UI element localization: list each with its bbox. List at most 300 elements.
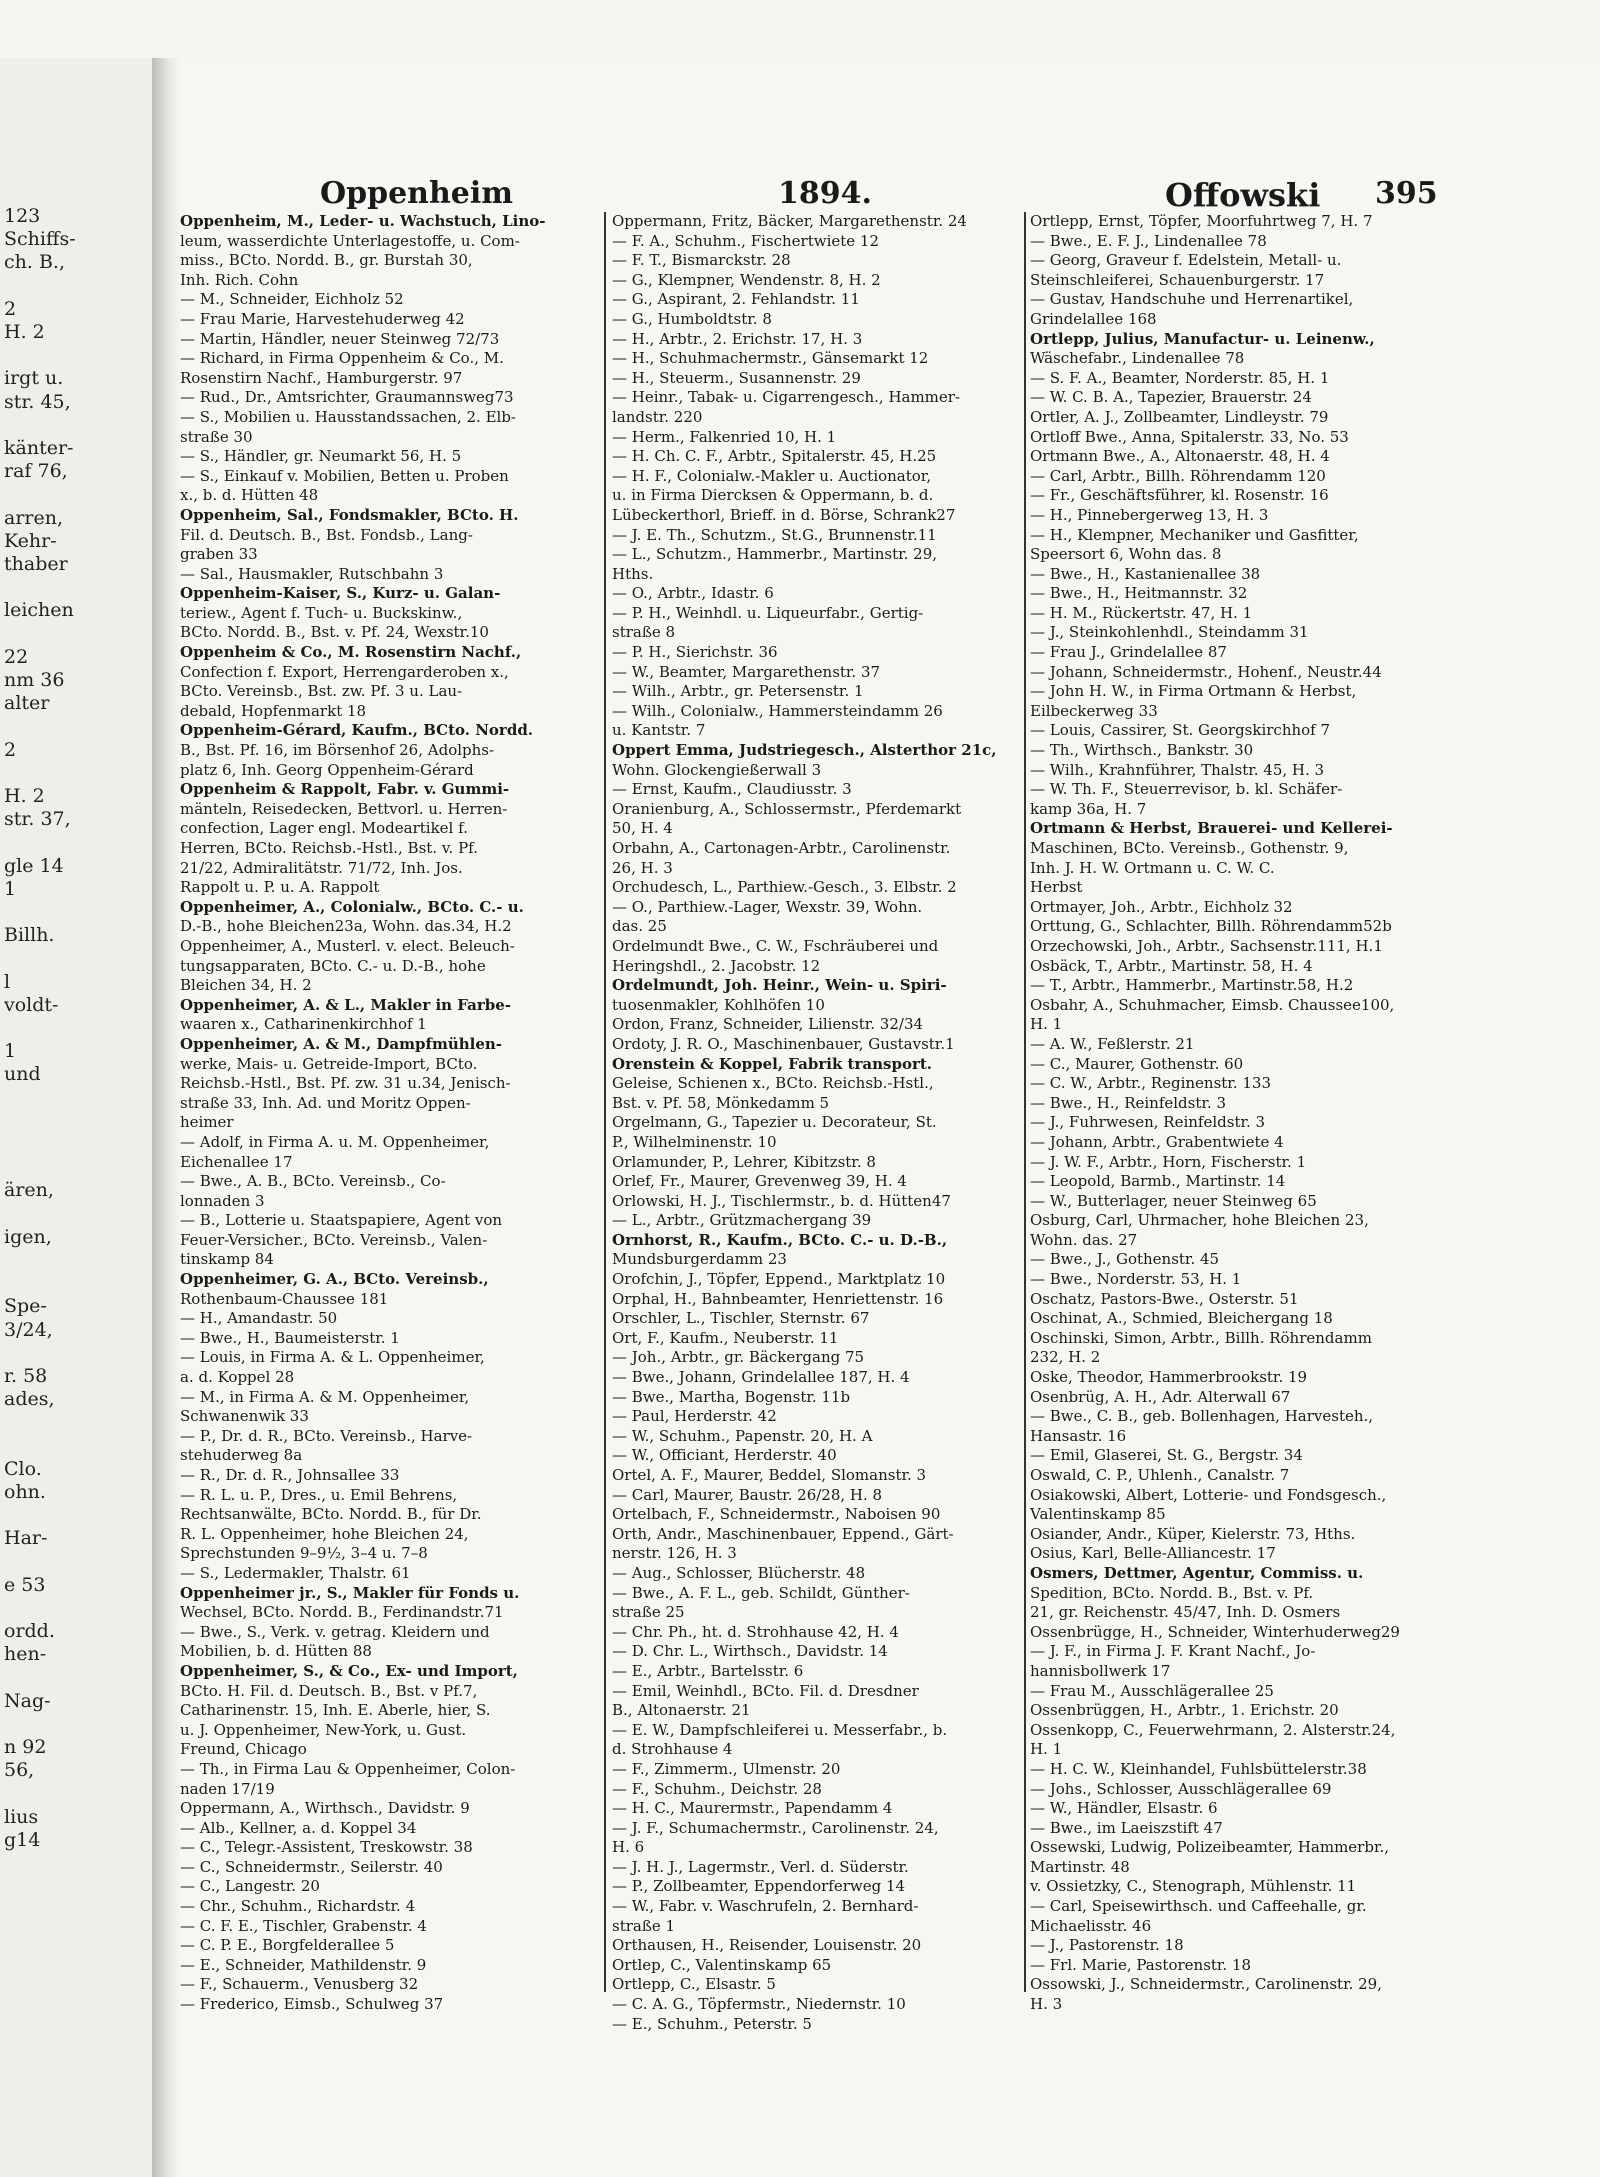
directory-entry-line: Orthausen, H., Reisender, Louisenstr. 20 [612, 1936, 922, 1955]
directory-entry-line: Ossowski, J., Schneidermstr., Carolinenstr. 29, [1030, 1975, 1382, 1994]
edge-fragment: str. 37, [4, 808, 71, 831]
directory-entry-line: Sprechstunden 9–9½, 3–4 u. 7–8 [180, 1544, 428, 1563]
directory-entry-line: Oppermann, Fritz, Bäcker, Margarethenstr. 24 [612, 212, 967, 230]
directory-entry-line: — W., Beamter, Margarethenstr. 37 [612, 662, 881, 681]
directory-entry-line: Osiander, Andr., Küper, Kielerstr. 73, Hths. [1030, 1524, 1356, 1543]
edge-fragment: Clo. [4, 1457, 42, 1480]
directory-entry-line: — W., Butterlager, neuer Steinweg 65 [1030, 1191, 1317, 1210]
directory-entry-line: — Bwe., E. F. J., Lindenallee 78 [1030, 231, 1267, 250]
directory-entry-line: Maschinen, BCto. Vereinsb., Gothenstr. 9, [1030, 839, 1349, 857]
directory-entry-line: u. in Firma Diercksen & Oppermann, b. d. [612, 486, 934, 505]
directory-entry-line: Orttung, G., Schlachter, Billh. Röhrendamm52b [1030, 917, 1392, 936]
book-spine-gutter [152, 58, 180, 2177]
directory-entry-line: — J., Fuhrwesen, Reinfeldstr. 3 [1030, 1113, 1266, 1132]
directory-entry-line: Oppenheimer, A., Musterl. v. elect. Beleuch- [180, 936, 515, 955]
directory-entry-line: — Wilh., Krahnführer, Thalstr. 45, H. 3 [1030, 760, 1325, 779]
directory-entry-line: Schwanenwik 33 [180, 1407, 309, 1426]
directory-entry-line: Oppenheim-Gérard, Kaufm., BCto. Nordd. [180, 721, 534, 740]
directory-entry-line: — C. W., Arbtr., Reginenstr. 133 [1030, 1074, 1271, 1093]
directory-entry-line: — Carl, Maurer, Baustr. 26/28, H. 8 [612, 1485, 883, 1504]
directory-entry-line: Oppenheim & Co., M. Rosenstirn Nachf., [180, 643, 522, 662]
directory-entry-line: — Richard, in Firma Oppenheim & Co., M. [180, 349, 504, 368]
directory-entry-line: — Johs., Schlosser, Ausschlägerallee 69 [1030, 1779, 1332, 1798]
directory-entry-line: lonnaden 3 [180, 1191, 265, 1210]
directory-entry-line: — Paul, Herderstr. 42 [612, 1407, 777, 1426]
directory-entry-line: B., Bst. Pf. 16, im Börsenhof 26, Adolphs- [180, 741, 495, 760]
directory-entry-line: Orzechowski, Joh., Arbtr., Sachsenstr.111, H.1 [1030, 936, 1383, 955]
directory-entry-line: Oschinski, Simon, Arbtr., Billh. Röhrendamm [1030, 1328, 1372, 1347]
directory-entry-line: — Bwe., im Laeiszstift 47 [1030, 1818, 1223, 1837]
edge-fragment: 1 [4, 1040, 17, 1063]
directory-entry-line: kamp 36a, H. 7 [1030, 799, 1147, 818]
directory-entry-line: — Frau Marie, Harvestehuderweg 42 [180, 309, 465, 328]
edge-fragment: H. 2 [4, 321, 45, 343]
directory-entry-line: — C., Maurer, Gothenstr. 60 [1030, 1054, 1244, 1073]
edge-fragment: g14 [4, 1829, 41, 1851]
directory-entry-line: Bleichen 34, H. 2 [180, 976, 312, 995]
directory-entry-line: Rechtsanwälte, BCto. Nordd. B., für Dr. [180, 1505, 482, 1524]
directory-entry-line: Inh. J. H. W. Ortmann u. C. W. C. [1030, 858, 1275, 877]
directory-entry-line: — Frau M., Ausschlägerallee 25 [1030, 1681, 1274, 1700]
edge-fragment: str. 45, [4, 390, 71, 413]
edge-fragment: hen- [4, 1643, 47, 1666]
directory-entry-line: Michaelisstr. 46 [1030, 1916, 1152, 1935]
directory-entry-line: Ortmann & Herbst, Brauerei- und Kellerei- [1030, 819, 1393, 838]
edge-fragment: raf 76, [4, 460, 68, 483]
edge-fragment: Har- [4, 1527, 48, 1550]
directory-entry-line: — J., Pastorenstr. 18 [1030, 1936, 1184, 1955]
directory-entry-line: — Emil, Weinhdl., BCto. Fil. d. Dresdner [612, 1681, 919, 1700]
directory-entry-line: Oppert Emma, Judstriegesch., Alsterthor 21c, [612, 741, 997, 760]
directory-entry-line: — Heinr., Tabak- u. Cigarrengesch., Hammer- [612, 388, 961, 407]
directory-entry-line: — Carl, Speisewirthsch. und Caffeehalle, gr. [1030, 1897, 1367, 1916]
edge-fragment: igen, [4, 1225, 52, 1248]
directory-entry-line: heimer [180, 1113, 234, 1132]
directory-entry-line: — Alb., Kellner, a. d. Koppel 34 [180, 1818, 417, 1837]
directory-entry-line: — H., Steuerm., Susannenstr. 29 [612, 368, 861, 387]
directory-entry-line: — Bwe., Martha, Bogenstr. 11b [612, 1387, 851, 1406]
directory-entry-line: Wohn. Glockengießerwall 3 [612, 760, 822, 779]
directory-entry-line: werke, Mais- u. Getreide-Import, BCto. [180, 1054, 478, 1073]
directory-entry-line: — W. C. B. A., Tapezier, Brauerstr. 24 [1030, 388, 1312, 407]
directory-entry-line: leum, wasserdichte Unterlagestoffe, u. Com- [180, 231, 520, 250]
directory-entry-line: — Georg, Graveur f. Edelstein, Metall- u. [1030, 251, 1342, 270]
directory-entry-line: Rosenstirn Nachf., Hamburgerstr. 97 [180, 368, 463, 387]
directory-entry-line: — Johann, Schneidermstr., Hohenf., Neustr.44 [1030, 662, 1382, 681]
edge-fragment: Billh. [4, 924, 55, 947]
edge-fragment: ades, [4, 1388, 55, 1411]
directory-entry-line: — Bwe., H., Reinfeldstr. 3 [1030, 1093, 1226, 1112]
edge-fragment: 1 [4, 877, 17, 900]
directory-entry-line: teriew., Agent f. Tuch- u. Buckskinw., [180, 603, 463, 622]
directory-entry-line: — C., Langestr. 20 [180, 1877, 320, 1896]
directory-entry-line: — H., Klempner, Mechaniker und Gasfitter, [1030, 525, 1359, 544]
directory-entry-line: Oske, Theodor, Hammerbrookstr. 19 [1030, 1368, 1308, 1387]
directory-entry-line: 232, H. 2 [1030, 1348, 1101, 1367]
directory-entry-line: — Th., Wirthsch., Bankstr. 30 [1030, 741, 1254, 760]
edge-fragment: 3/24, [4, 1318, 53, 1341]
directory-entry-line: Orlamunder, P., Lehrer, Kibitzstr. 8 [612, 1152, 876, 1171]
directory-entry-line: Orphal, H., Bahnbeamter, Henriettenstr. 16 [612, 1289, 944, 1308]
directory-entry-line: straße 8 [612, 623, 676, 642]
directory-entry-line: naden 17/19 [180, 1779, 275, 1798]
column-divider [1024, 212, 1026, 1992]
edge-fragment: 22 [4, 645, 29, 668]
directory-entry-line: — Bwe., A. F. L., geb. Schildt, Günther- [612, 1583, 910, 1602]
directory-entry-line: nerstr. 126, H. 3 [612, 1544, 737, 1563]
directory-entry-line: — W., Schuhm., Papenstr. 20, H. A [612, 1426, 873, 1445]
directory-entry-line: Lübeckerthorl, Brieff. in d. Börse, Schrank27 [612, 505, 956, 524]
edge-fragment: ordd. [4, 1620, 55, 1643]
directory-entry-line: Ortmayer, Joh., Arbtr., Eichholz 32 [1030, 897, 1293, 916]
directory-entry-line: — Bwe., Johann, Grindelallee 187, H. 4 [612, 1368, 910, 1387]
directory-entry-line: — S., Händler, gr. Neumarkt 56, H. 5 [180, 447, 462, 466]
edge-fragment: nm 36 [4, 669, 65, 691]
directory-entry-line: 21, gr. Reichenstr. 45/47, Inh. D. Osmers [1030, 1603, 1341, 1622]
directory-entry-line: — O., Parthiew.-Lager, Wexstr. 39, Wohn. [612, 897, 923, 916]
directory-entry-line: a. d. Koppel 28 [180, 1368, 295, 1387]
edge-fragment: känter- [4, 437, 74, 459]
directory-entry-line: Mobilien, b. d. Hütten 88 [180, 1642, 372, 1661]
directory-entry-line: H. 6 [612, 1838, 645, 1857]
directory-entry-line: Eilbeckerweg 33 [1030, 701, 1158, 720]
directory-entry-line: — L., Schutzm., Hammerbr., Martinstr. 29, [612, 545, 938, 564]
edge-fragment: r. 58 [4, 1365, 48, 1387]
column-divider [604, 212, 606, 1992]
directory-entry-line: Osbahr, A., Schuhmacher, Eimsb. Chaussee100, [1030, 995, 1395, 1014]
directory-entry-line: Fil. d. Deutsch. B., Bst. Fondsb., Lang- [180, 525, 473, 544]
edge-fragment: l [4, 970, 11, 993]
directory-entry-line: d. Strohhause 4 [612, 1740, 733, 1759]
directory-entry-line: BCto. Vereinsb., Bst. zw. Pf. 3 u. Lau- [180, 682, 463, 701]
directory-entry-line: Wohn. das. 27 [1030, 1230, 1138, 1249]
directory-entry-line: Mundsburgerdamm 23 [612, 1250, 787, 1269]
directory-entry-line: — Rud., Dr., Amtsrichter, Graumannsweg73 [180, 388, 514, 407]
directory-entry-line: — Th., in Firma Lau & Oppenheimer, Colon- [180, 1759, 516, 1778]
directory-entry-line: Rappolt u. P. u. A. Rappolt [180, 878, 380, 897]
directory-entry-line: graben 33 [180, 545, 258, 564]
directory-entry-line: — Louis, in Firma A. & L. Oppenheimer, [180, 1348, 485, 1367]
directory-entry-line: Osiakowski, Albert, Lotterie- und Fondsgesch., [1030, 1485, 1387, 1504]
directory-entry-line: Osburg, Carl, Uhrmacher, hohe Bleichen 23, [1030, 1211, 1369, 1230]
directory-entry-line: — J. H. J., Lagermstr., Verl. d. Süderstr. [612, 1857, 909, 1876]
directory-entry-line: — P. H., Sierichstr. 36 [612, 643, 778, 662]
directory-entry-line: Rothenbaum-Chaussee 181 [180, 1289, 389, 1308]
directory-entry-line: Oppenheim, Sal., Fondsmakler, BCto. H. [180, 505, 519, 524]
directory-entry-line: — E., Schuhm., Peterstr. 5 [612, 2014, 812, 2033]
directory-entry-line: — Bwe., H., Heitmannstr. 32 [1030, 584, 1248, 603]
directory-entry-line: Wechsel, BCto. Nordd. B., Ferdinandstr.71 [180, 1603, 504, 1622]
directory-entry-line: H. 1 [1030, 1015, 1063, 1034]
running-head-right: Offowski [1165, 176, 1321, 214]
directory-entry-line: — S., Einkauf v. Mobilien, Betten u. Proben [180, 466, 509, 485]
directory-entry-line: — H. Ch. C. F., Arbtr., Spitalerstr. 45, H.25 [612, 447, 937, 466]
directory-entry-line: — C. A. G., Töpfermstr., Niedernstr. 10 [612, 1995, 906, 2014]
directory-entry-line: — Frl. Marie, Pastorenstr. 18 [1030, 1955, 1252, 1974]
directory-entry-line: BCto. H. Fil. d. Deutsch. B., Bst. v Pf.7, [180, 1681, 478, 1700]
directory-entry-line: Bst. v. Pf. 58, Mönkedamm 5 [612, 1093, 830, 1112]
directory-entry-line: — H., Pinnebergerweg 13, H. 3 [1030, 505, 1269, 524]
directory-entry-line: hannisbollwerk 17 [1030, 1661, 1171, 1680]
directory-entry-line: Ortloff Bwe., Anna, Spitalerstr. 33, No. 53 [1030, 427, 1349, 446]
edge-fragment: lius [4, 1805, 39, 1828]
directory-entry-line: Inh. Rich. Cohn [180, 270, 299, 289]
directory-entry-line: Ort, F., Kaufm., Neuberstr. 11 [612, 1328, 839, 1347]
directory-entry-line: Orth, Andr., Maschinenbauer, Eppend., Gärt- [612, 1524, 954, 1543]
directory-entry-line: — Emil, Glaserei, St. G., Bergstr. 34 [1030, 1446, 1303, 1465]
directory-entry-line: landstr. 220 [612, 407, 703, 426]
directory-entry-line: — Louis, Cassirer, St. Georgskirchhof 7 [1030, 721, 1331, 740]
directory-entry-line: Freund, Chicago [180, 1740, 307, 1759]
directory-entry-line: — P., Dr. d. R., BCto. Vereinsb., Harve- [180, 1426, 473, 1445]
directory-entry-line: — T., Arbtr., Hammerbr., Martinstr.58, H.2 [1030, 976, 1354, 995]
directory-entry-line: — G., Humboldtstr. 8 [612, 309, 772, 328]
directory-entry-line: — Carl, Arbtr., Billh. Röhrendamm 120 [1030, 466, 1326, 485]
directory-entry-line: tuosenmakler, Kohlhöfen 10 [612, 995, 825, 1014]
edge-fragment: thaber [4, 553, 68, 575]
directory-entry-line: Ordon, Franz, Schneider, Lilienstr. 32/34 [612, 1015, 924, 1034]
directory-entry-line: — R. L. u. P., Dres., u. Emil Behrens, [180, 1485, 458, 1504]
directory-entry-line: miss., BCto. Nordd. B., gr. Burstah 30, [180, 251, 473, 270]
directory-entry-line: — H. C. W., Kleinhandel, Fuhlsbüttelerstr.38 [1030, 1759, 1367, 1778]
directory-entry-line: — Aug., Schlosser, Blücherstr. 48 [612, 1563, 866, 1582]
directory-entry-line: — S. F. A., Beamter, Norderstr. 85, H. 1 [1030, 368, 1330, 387]
directory-entry-line: — Bwe., C. B., geb. Bollenhagen, Harvesteh., [1030, 1407, 1374, 1426]
directory-entry-line: Ossewski, Ludwig, Polizeibeamter, Hammerbr., [1030, 1838, 1390, 1857]
directory-entry-line: — H. M., Rückertstr. 47, H. 1 [1030, 603, 1253, 622]
edge-fragment: leichen [4, 599, 74, 622]
directory-entry-line: Orlowski, H. J., Tischlermstr., b. d. Hütten47 [612, 1191, 951, 1210]
directory-entry-line: Osmers, Dettmer, Agentur, Commiss. u. [1030, 1563, 1364, 1582]
directory-entry-line: Orlef, Fr., Maurer, Grevenweg 39, H. 4 [612, 1172, 907, 1191]
directory-entry-line: — F., Schauerm., Venusberg 32 [180, 1975, 419, 1994]
directory-entry-line: — Wilh., Colonialw., Hammersteindamm 26 [612, 701, 943, 720]
directory-entry-line: — Johann, Arbtr., Grabentwiete 4 [1030, 1132, 1284, 1151]
directory-entry-line: Oppenheimer, G. A., BCto. Vereinsb., [180, 1270, 489, 1289]
directory-entry-line: — Bwe., H., Baumeisterstr. 1 [180, 1328, 400, 1347]
edge-fragment: arren, [4, 506, 64, 529]
directory-entry-line: — John H. W., in Firma Ortmann & Herbst, [1030, 682, 1357, 701]
directory-entry-line: Ordoty, J. R. O., Maschinenbauer, Gustavstr.1 [612, 1034, 955, 1053]
directory-entry-line: — J., Steinkohlenhdl., Steindamm 31 [1030, 623, 1309, 642]
directory-entry-line: — Chr., Schuhm., Richardstr. 4 [180, 1897, 416, 1916]
column-middle [612, 212, 1024, 2034]
scan-top-margin [0, 0, 1600, 58]
directory-entry-line: Ortlep, C., Valentinskamp 65 [612, 1955, 832, 1974]
directory-entry-line: 21/22, Admiralitätstr. 71/72, Inh. Jos. [180, 858, 463, 877]
column-left [180, 212, 600, 2015]
directory-entry-line: P., Wilhelminenstr. 10 [612, 1132, 777, 1151]
directory-entry-line: — D. Chr. L., Wirthsch., Davidstr. 14 [612, 1642, 888, 1661]
directory-entry-line: — Bwe., H., Kastanienallee 38 [1030, 564, 1261, 583]
directory-entry-line: straße 33, Inh. Ad. und Moritz Oppen- [180, 1093, 471, 1112]
directory-entry-line: Eichenallee 17 [180, 1152, 293, 1171]
directory-entry-line: — H., Arbtr., 2. Erichstr. 17, H. 3 [612, 329, 863, 348]
directory-entry-line: Orbahn, A., Cartonagen-Arbtr., Carolinenstr. [612, 839, 951, 857]
directory-entry-line: — G., Aspirant, 2. Fehlandstr. 11 [612, 290, 860, 309]
directory-entry-line: Oppenheim & Rappolt, Fabr. v. Gummi- [180, 780, 510, 799]
directory-entry-line: — A. W., Feßlerstr. 21 [1030, 1034, 1195, 1053]
directory-entry-line: — E. W., Dampfschleiferei u. Messerfabr., b. [612, 1720, 948, 1739]
directory-entry-line: — C. P. E., Borgfelderallee 5 [180, 1936, 395, 1955]
directory-entry-line: — O., Arbtr., Idastr. 6 [612, 584, 774, 603]
edge-fragment: ären, [4, 1179, 54, 1202]
directory-entry-line: — F. T., Bismarckstr. 28 [612, 251, 791, 270]
directory-entry-line: — Bwe., Norderstr. 53, H. 1 [1030, 1270, 1242, 1289]
edge-fragment: und [4, 1063, 41, 1086]
directory-entry-line: — Joh., Arbtr., gr. Bäckergang 75 [612, 1348, 865, 1367]
directory-entry-line: — P., Zollbeamter, Eppendorferweg 14 [612, 1877, 906, 1896]
directory-entry-line: Ortelbach, F., Schneidermstr., Naboisen 90 [612, 1505, 941, 1524]
directory-entry-line: Orchudesch, L., Parthiew.-Gesch., 3. Elbstr. 2 [612, 878, 957, 897]
directory-entry-line: das. 25 [612, 917, 667, 936]
directory-entry-line: Orgelmann, G., Tapezier u. Decorateur, St. [612, 1113, 937, 1132]
directory-entry-line: v. Ossietzky, C., Stenograph, Mühlenstr. 11 [1030, 1877, 1357, 1896]
edge-fragment: Nag- [4, 1689, 51, 1712]
edge-fragment: irgt u. [4, 367, 64, 390]
directory-entry-line: — S., Mobilien u. Hausstandssachen, 2. Elb- [180, 407, 516, 426]
directory-entry-line: — H. C., Maurermstr., Papendamm 4 [612, 1799, 893, 1818]
directory-entry-line: Geleise, Schienen x., BCto. Reichsb.-Hstl., [612, 1074, 934, 1093]
directory-entry-line: Oppenheimer jr., S., Makler für Fonds u. [180, 1583, 520, 1602]
directory-entry-line: R. L. Oppenheimer, hohe Bleichen 24, [180, 1524, 469, 1543]
directory-entry-line: — C., Schneidermstr., Seilerstr. 40 [180, 1857, 443, 1876]
directory-entry-line: Osenbrüg, A. H., Adr. Alterwall 67 [1030, 1387, 1291, 1406]
directory-entry-line: stehuderweg 8a [180, 1446, 303, 1465]
directory-entry-line: Oppenheimer, S., & Co., Ex- und Import, [180, 1661, 518, 1680]
directory-entry-line: — Leopold, Barmb., Martinstr. 14 [1030, 1172, 1286, 1191]
edge-fragment: Spe- [4, 1295, 47, 1318]
directory-entry-line: — M., Schneider, Eichholz 52 [180, 290, 404, 309]
edge-fragment: ohn. [4, 1481, 46, 1503]
directory-entry-line: Osius, Karl, Belle-Alliancestr. 17 [1030, 1544, 1276, 1563]
directory-entry-line: — W., Händler, Elsastr. 6 [1030, 1799, 1218, 1818]
directory-entry-line: Steinschleiferei, Schauenburgerstr. 17 [1030, 270, 1325, 289]
directory-entry-line: — Gustav, Handschuhe und Herrenartikel, [1030, 290, 1354, 309]
edge-fragment: e 53 [4, 1573, 46, 1596]
directory-entry-line: — H. F., Colonialw.-Makler u. Auctionator, [612, 466, 932, 485]
directory-entry-line: — J. E. Th., Schutzm., St.G., Brunnenstr.11 [612, 525, 937, 544]
directory-entry-line: — H., Schuhmachermstr., Gänsemarkt 12 [612, 349, 929, 368]
directory-entry-line: — G., Klempner, Wendenstr. 8, H. 2 [612, 270, 881, 289]
directory-entry-line: Oswald, C. P., Uhlenh., Canalstr. 7 [1030, 1466, 1290, 1484]
directory-entry-line: Oranienburg, A., Schlossermstr., Pferdemarkt [612, 799, 962, 818]
directory-entry-line: — R., Dr. d. R., Johnsallee 33 [180, 1466, 400, 1484]
directory-entry-line: straße 1 [612, 1916, 676, 1935]
directory-entry-line: — Herm., Falkenried 10, H. 1 [612, 427, 837, 446]
directory-entry-line: Herbst [1030, 878, 1083, 897]
edge-fragment: ch. B., [4, 251, 65, 274]
edge-fragment: 2 [4, 738, 17, 761]
directory-entry-line: Oppenheim-Kaiser, S., Kurz- u. Galan- [180, 584, 501, 603]
directory-entry-line: tungsapparaten, BCto. C.- u. D.-B., hohe [180, 956, 486, 975]
directory-entry-line: straße 25 [612, 1603, 685, 1622]
edge-fragment: n 92 [4, 1736, 47, 1759]
edge-fragment: gle 14 [4, 854, 64, 877]
edge-fragment: alter [4, 692, 50, 715]
directory-entry-line: H. 3 [1030, 1995, 1063, 2014]
directory-entry-line: Heringshdl., 2. Jacobstr. 12 [612, 956, 821, 975]
directory-entry-line: Feuer-Versicher., BCto. Vereinsb., Valen- [180, 1230, 488, 1249]
directory-entry-line: Valentinskamp 85 [1030, 1505, 1166, 1524]
directory-entry-line: H. 1 [1030, 1740, 1063, 1759]
directory-entry-line: confection, Lager engl. Modeartikel f. [180, 819, 468, 838]
directory-entry-line: — Sal., Hausmakler, Rutschbahn 3 [180, 564, 444, 583]
directory-entry-line: Ortler, A. J., Zollbeamter, Lindleystr. 79 [1030, 407, 1329, 426]
directory-entry-line: waaren x., Catharinenkirchhof 1 [180, 1015, 427, 1034]
directory-entry-line: straße 30 [180, 427, 253, 446]
directory-entry-line: — L., Arbtr., Grützmachergang 39 [612, 1211, 872, 1230]
edge-fragment: 123 [4, 205, 41, 227]
directory-entry-line: — C., Telegr.-Assistent, Treskowstr. 38 [180, 1838, 473, 1857]
directory-entry-line: Hansastr. 16 [1030, 1426, 1127, 1445]
directory-entry-line: — Bwe., A. B., BCto. Vereinsb., Co- [180, 1172, 446, 1191]
directory-entry-line: platz 6, Inh. Georg Oppenheim-Gérard [180, 760, 474, 779]
directory-entry-line: Ortel, A. F., Maurer, Beddel, Slomanstr. 3 [612, 1466, 927, 1484]
directory-entry-line: — Frederico, Eimsb., Schulweg 37 [180, 1995, 444, 2014]
directory-entry-line: Ortmann Bwe., A., Altonaerstr. 48, H. 4 [1030, 447, 1330, 466]
directory-entry-line: Ortlepp, Ernst, Töpfer, Moorfuhrtweg 7, H. 7 [1030, 212, 1373, 230]
directory-entry-line: — P. H., Weinhdl. u. Liqueurfabr., Gertig- [612, 603, 924, 622]
directory-entry-line: u. J. Oppenheimer, New-York, u. Gust. [180, 1720, 467, 1739]
edge-fragment: Schiffs- [4, 228, 76, 251]
running-head-year: 1894. [778, 176, 872, 211]
directory-entry-line: Oppenheimer, A. & M., Dampfmühlen- [180, 1034, 503, 1053]
directory-entry-line: debald, Hopfenmarkt 18 [180, 701, 367, 720]
directory-entry-line: — Frau J., Grindelallee 87 [1030, 643, 1227, 662]
directory-entry-line: Confection f. Export, Herrengarderoben x., [180, 662, 509, 681]
directory-entry-line: Martinstr. 48 [1030, 1857, 1130, 1876]
column-right [1030, 212, 1440, 2015]
directory-entry-line: Ortlepp, C., Elsastr. 5 [612, 1975, 776, 1994]
directory-entry-line: — Fr., Geschäftsführer, kl. Rosenstr. 16 [1030, 486, 1329, 505]
directory-entry-line: Ossenbrüggen, H., Arbtr., 1. Erichstr. 20 [1030, 1701, 1339, 1720]
directory-entry-line: — J. F., in Firma J. F. Krant Nachf., Jo- [1030, 1642, 1316, 1661]
edge-fragment: 2 [4, 297, 17, 320]
directory-entry-line: BCto. Nordd. B., Bst. v. Pf. 24, Wexstr.10 [180, 623, 489, 642]
directory-entry-line: Oppenheim, M., Leder- u. Wachstuch, Lino- [180, 212, 546, 230]
directory-entry-line: — E., Arbtr., Bartelsstr. 6 [612, 1661, 804, 1680]
directory-entry-line: Ortlepp, Julius, Manufactur- u. Leinenw., [1030, 329, 1375, 348]
directory-entry-line: — Chr. Ph., ht. d. Strohhause 42, H. 4 [612, 1622, 899, 1641]
directory-entry-line: mänteln, Reisedecken, Bettvorl. u. Herren- [180, 799, 508, 818]
directory-entry-line: Ornhorst, R., Kaufm., BCto. C.- u. D.-B., [612, 1230, 948, 1249]
directory-entry-line: Ordelmundt, Joh. Heinr., Wein- u. Spiri- [612, 976, 947, 995]
directory-entry-line: Spedition, BCto. Nordd. B., Bst. v. Pf. [1030, 1583, 1314, 1602]
directory-entry-line: Ossenkopp, C., Feuerwehrmann, 2. Alsterstr.24, [1030, 1720, 1396, 1739]
directory-entry-line: — J. W. F., Arbtr., Horn, Fischerstr. 1 [1030, 1152, 1307, 1171]
directory-entry-line: 50, H. 4 [612, 819, 673, 838]
directory-entry-line: Grindelallee 168 [1030, 309, 1157, 328]
edge-fragment: voldt- [4, 993, 59, 1016]
directory-entry-line: Ordelmundt Bwe., C. W., Fschräuberei und [612, 936, 939, 955]
directory-entry-line: Orschler, L., Tischler, Sternstr. 67 [612, 1309, 870, 1328]
directory-entry-line: x., b. d. Hütten 48 [180, 486, 319, 505]
directory-entry-line: Oschatz, Pastors-Bwe., Osterstr. 51 [1030, 1289, 1299, 1308]
directory-entry-line: Wäschefabr., Lindenallee 78 [1030, 349, 1245, 368]
directory-entry-line: Oschinat, A., Schmied, Bleichergang 18 [1030, 1309, 1333, 1328]
directory-entry-line: — E., Schneider, Mathildenstr. 9 [180, 1955, 427, 1974]
edge-fragment: 56, [4, 1759, 35, 1782]
directory-entry-line: Orenstein & Koppel, Fabrik transport. [612, 1054, 933, 1073]
page-number: 395 [1375, 176, 1438, 211]
directory-entry-line: Oppenheimer, A. & L., Makler in Farbe- [180, 995, 511, 1014]
directory-entry-line: — F. A., Schuhm., Fischertwiete 12 [612, 231, 880, 250]
directory-entry-line: — Adolf, in Firma A. u. M. Oppenheimer, [180, 1132, 490, 1151]
directory-entry-line: Speersort 6, Wohn das. 8 [1030, 545, 1222, 564]
directory-entry-line: Catharinenstr. 15, Inh. E. Aberle, hier, S. [180, 1701, 491, 1720]
directory-entry-line: — M., in Firma A. & M. Oppenheimer, [180, 1387, 470, 1406]
